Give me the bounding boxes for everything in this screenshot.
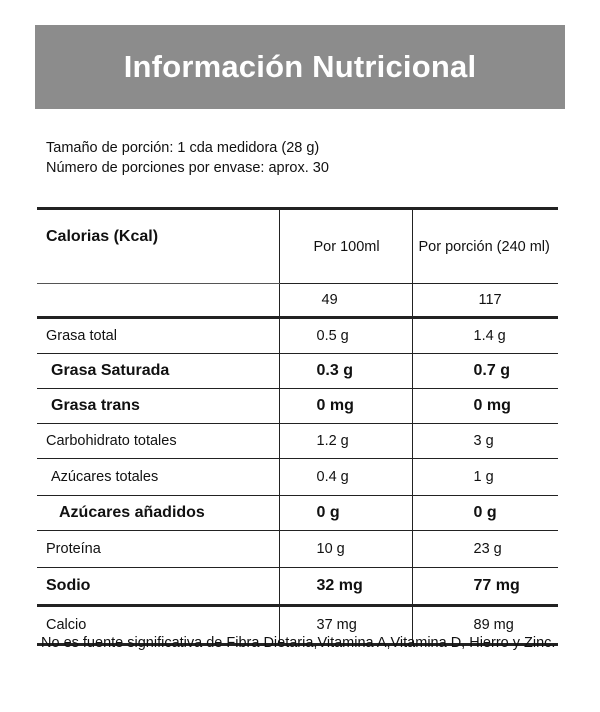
column-header-per-serving: Por porción (240 ml) — [412, 209, 558, 284]
nutrient-per-100: 0.3 g — [279, 354, 412, 389]
column-header-per-100: Por 100ml — [279, 209, 412, 284]
calories-value-row — [37, 284, 558, 318]
nutrient-label: Azúcares añadidos — [37, 496, 279, 531]
table-row — [37, 424, 558, 459]
nutrient-per-serving: 0 mg — [412, 389, 558, 424]
nutrient-per-serving: 1 g — [412, 459, 558, 496]
calories-per-100: 49 — [279, 284, 412, 318]
calories-header-row — [37, 209, 558, 284]
serving-size: Tamaño de porción: 1 cda medidora (28 g) — [46, 140, 320, 156]
nutrient-label: Azúcares totales — [37, 459, 279, 496]
nutrient-per-serving: 89 mg — [412, 606, 558, 645]
nutrient-per-100: 10 g — [279, 531, 412, 568]
nutrient-per-serving: 1.4 g — [412, 318, 558, 354]
calories-label: Calorias (Kcal) — [37, 209, 279, 284]
nutrient-label: Sodio — [37, 568, 279, 606]
nutrient-per-100: 1.2 g — [279, 424, 412, 459]
nutrient-label: Grasa total — [37, 318, 279, 354]
servings-per-container: Número de porciones por envase: aprox. 30 — [46, 160, 329, 176]
nutrient-per-serving: 77 mg — [412, 568, 558, 606]
title-banner — [35, 25, 565, 109]
table-row — [37, 318, 558, 354]
nutrient-label: Grasa Saturada — [37, 354, 279, 389]
nutrient-per-serving: 0 g — [412, 496, 558, 531]
nutrient-per-serving: 23 g — [412, 531, 558, 568]
table-row — [37, 568, 558, 606]
footer-note: No es fuente significativa de Fibra Dietaria,Vitamina A,Vitamina D, Hierro y Zinc. — [41, 635, 556, 651]
nutrient-per-100: 32 mg — [279, 568, 412, 606]
nutrient-per-serving: 3 g — [412, 424, 558, 459]
serving-info — [46, 138, 329, 178]
nutrient-label: Carbohidrato totales — [37, 424, 279, 459]
table-row — [37, 459, 558, 496]
calories-spacer — [37, 284, 279, 318]
table-row — [37, 531, 558, 568]
table-row — [37, 354, 558, 389]
nutrient-per-100: 0 g — [279, 496, 412, 531]
nutrient-per-100: 0.5 g — [279, 318, 412, 354]
nutrient-per-100: 37 mg — [279, 606, 412, 645]
table-row — [37, 389, 558, 424]
page-title: Información Nutricional — [123, 49, 477, 84]
calories-per-serving: 117 — [412, 284, 558, 318]
nutrient-per-100: 0 mg — [279, 389, 412, 424]
nutrient-per-100: 0.4 g — [279, 459, 412, 496]
nutrient-per-serving: 0.7 g — [412, 354, 558, 389]
nutrition-table — [37, 207, 558, 646]
nutrient-label: Calcio — [37, 606, 279, 645]
nutrient-label: Proteína — [37, 531, 279, 568]
table-row — [37, 496, 558, 531]
nutrient-label: Grasa trans — [37, 389, 279, 424]
